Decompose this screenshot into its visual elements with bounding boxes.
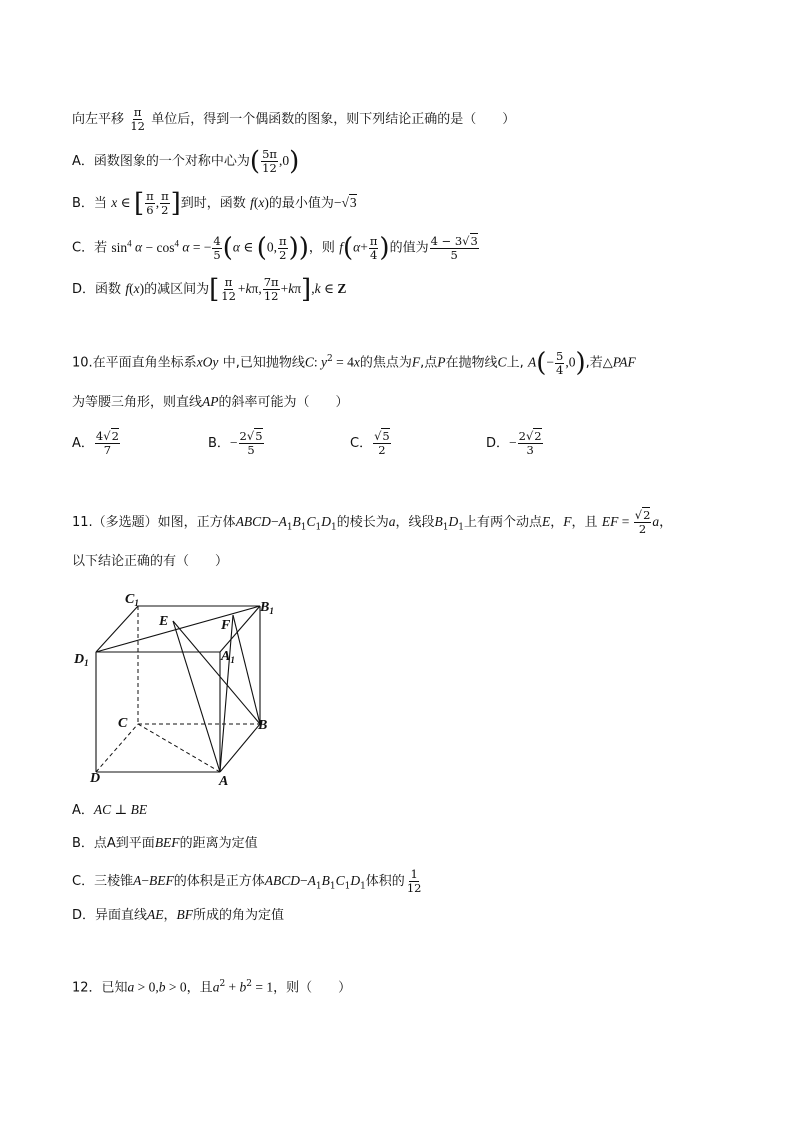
segment-EA <box>173 621 220 772</box>
edge-AB <box>220 724 260 772</box>
q10-option-a: A． $\frac{4√2}{7}$ <box>72 429 119 457</box>
q11-option-b: B．点A到平面BEF的距离为定值 <box>72 835 258 851</box>
label-B: B <box>258 718 268 733</box>
q10-option-b: B．− $\frac{2√5}{5}$ <box>208 429 263 457</box>
q9-option-a: A．函数图象的一个对称中心为( $\frac{5\pi}{12}$ ,0) <box>72 146 300 177</box>
q10-option-c: C． $\frac{√5}{2}$ <box>350 429 390 457</box>
q12-stem: 12．已知a > 0,b > 0，且$a^2 + b^2 = 1$，则（ ） <box>72 979 352 996</box>
q10-option-d: D．− $\frac{2√2}{3}$ <box>486 429 542 457</box>
q10-stem-line2: 为等腰三角形，则直线AP的斜率可能为（ ） <box>72 394 349 410</box>
q9-stem-prefix: 向左平移 <box>72 112 125 127</box>
q11-option-a: A．AC ⊥ BE <box>72 802 148 818</box>
label-B1: $B_1$ <box>260 600 274 616</box>
edge-D1C1 <box>96 606 138 652</box>
label-E: E <box>159 614 169 629</box>
q10-stem-line1: 10.在平面直角坐标系xOy 中,已知抛物线C: $y^2 = 4x$的焦点为F,点P在抛物线C上, A(− $\frac{5}{4}$ ,0),若△PAF <box>72 348 636 378</box>
q11-stem-line1: 11.（多选题）如图，正方体$ABCD-A_1B_1C_1D_1$的棱长为a，线段$B_1D_1$上有两个动点E，F，且 EF = $\frac{√2}{2}$ a， <box>72 508 673 536</box>
segment-D1B1 <box>96 606 260 652</box>
q11-cube-figure <box>72 588 272 788</box>
q9-option-b: B．当 x ∈ [ $\frac{\pi}{6}$ , $\frac{\pi}{2}$ ]到时，函数 f(x)的最小值为−√3 <box>72 188 357 219</box>
q9-option-c: C．若 $\sin^4 \alpha - \cos^4 \alpha$ = − $\frac{4}{5}$ (α ∈ (0, $\frac{\pi}{2}$ ))，则 f(α+ $\frac{\pi}{4}$ )的值为 $\frac{4 - 3√3}{5}$ <box>72 233 478 263</box>
q9-shift-fraction: $\frac{\pi}{12}$ <box>130 105 145 133</box>
label-A: A <box>219 774 229 789</box>
q9-stem-suffix: 单位后，得到一个偶函数的图象，则下列结论正确的是（ ） <box>151 112 516 127</box>
label-F: F <box>221 618 231 633</box>
segment-FA <box>220 615 233 772</box>
label-D: D <box>90 771 101 786</box>
label-D1: $D_1$ <box>74 652 89 668</box>
label-A1: $A_1$ <box>221 649 235 665</box>
q9-stem <box>72 106 515 133</box>
q9-option-d: D．函数 f(x)的减区间为[ $\frac{\pi}{12}$ +kπ, $\frac{7\pi}{12}$ +kπ],k ∈ Z <box>72 274 347 305</box>
q11-stem-line2: 以下结论正确的有（ ） <box>72 554 229 569</box>
label-C: C <box>118 716 128 731</box>
q11-option-c: C．三棱锥A−BEF的体积是正方体$ABCD-A_1B_1C_1D_1$体积的 $\frac{1}{12}$ <box>72 867 422 895</box>
q11-option-d: D．异面直线AE，BF所成的角为定值 <box>72 907 285 923</box>
edge-DC <box>96 724 138 772</box>
label-C1: $C_1$ <box>125 592 139 608</box>
